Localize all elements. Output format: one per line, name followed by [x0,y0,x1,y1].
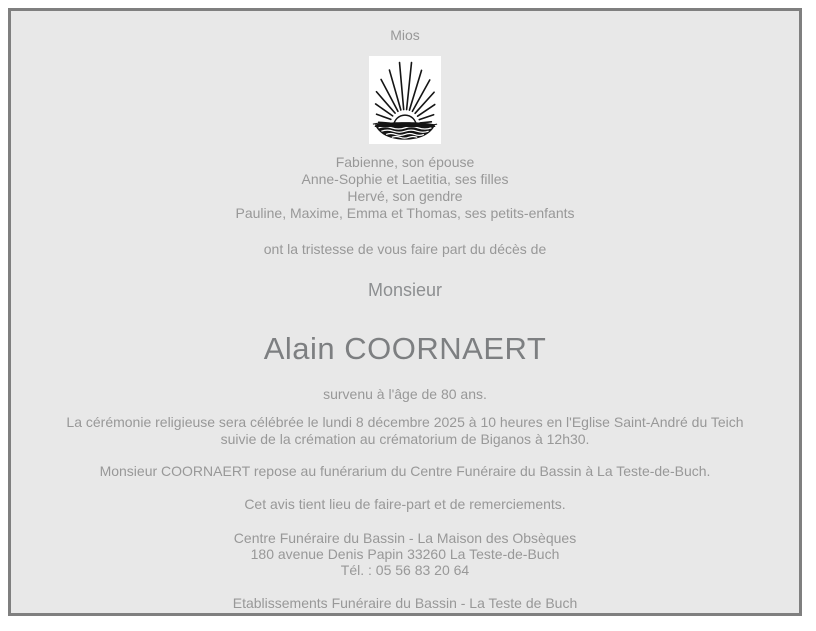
funeral-home-name: Centre Funéraire du Bassin - La Maison des Obsèques [233,530,577,546]
funeral-home-phone: Tél. : 05 56 83 20 64 [340,562,470,578]
faire-part-notice: Cet avis tient lieu de faire-part et de remerciements. [244,496,566,512]
civility-title: Monsieur [367,280,443,300]
city-name: Mios [390,27,420,43]
establishment-name: Etablissements Funéraire du Bassin - La Teste de Buch [232,595,578,611]
funeral-home-contact [11,530,799,578]
funeral-logo [369,56,441,144]
family-line: Fabienne, son épouse [335,154,475,170]
family-line: Anne-Sophie et Laetitia, ses filles [301,171,509,187]
family-line: Hervé, son gendre [347,188,463,204]
announcement-intro: ont la tristesse de vous faire part du décès de [263,241,547,257]
family-list [11,154,799,222]
ceremony-line: La cérémonie religieuse sera célébrée le lundi 8 décembre 2025 à 10 heures en l'Eglise Saint-André du Teich [66,414,744,430]
sunrise-over-water-icon [371,58,439,142]
obituary-notice [8,8,802,616]
age-line: survenu à l'âge de 80 ans. [323,386,487,402]
family-line: Pauline, Maxime, Emma et Thomas, ses petits-enfants [235,205,575,221]
ceremony-line: suivie de la crémation au crématorium de Biganos à 12h30. [220,431,590,447]
repose-line: Monsieur COORNAERT repose au funérarium du Centre Funéraire du Bassin à La Teste-de-Buch. [99,463,711,479]
deceased-name: Alain COORNAERT [263,331,547,366]
funeral-home-address: 180 avenue Denis Papin 33260 La Teste-de-Buch [250,546,560,562]
ceremony-details [11,414,799,448]
